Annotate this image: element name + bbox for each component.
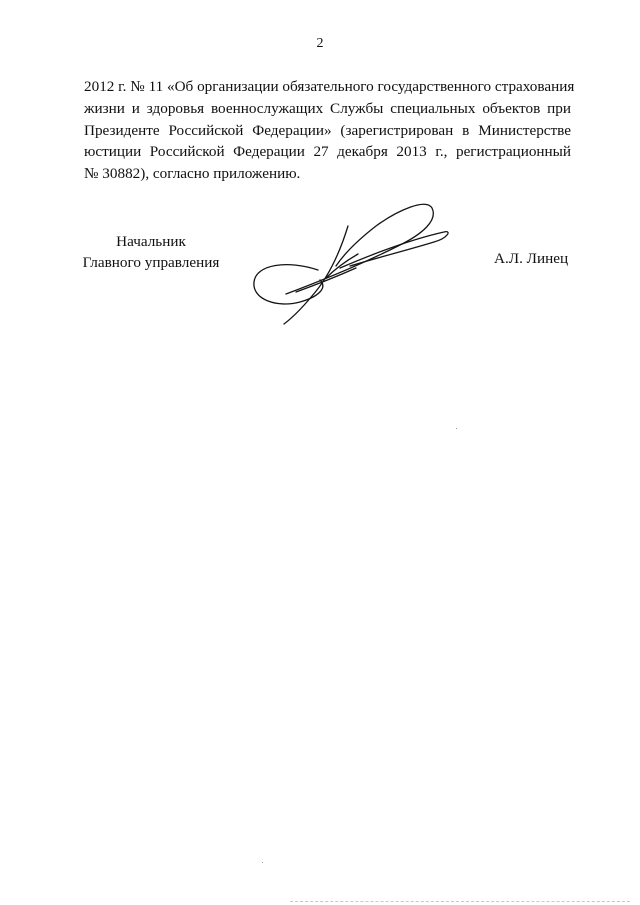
scan-bottom-edge [290,901,630,903]
scan-speck [262,862,263,863]
body-line-5: № 30882), согласно приложению. [84,165,301,183]
body-line-2: жизни и здоровья военнослужащих Службы специальных объектов при [84,99,571,117]
body-line-4: юстиции Российской Федерации 27 декабря 2013 г., регистрационный [84,143,571,161]
page-number: 2 [316,36,324,51]
signature-stroke-flourish [340,232,448,268]
signer-title [76,231,226,273]
handwritten-signature-icon [248,196,454,328]
body-paragraph [84,76,575,185]
signature-stroke-cross [296,268,356,292]
scan-speck [456,428,457,429]
body-line-3: Президенте Российской Федерации» (зарегистрирован в Министерстве [84,121,571,139]
body-line-1: 2012 г. № 11 «Об организации обязательного государственного страхования [84,78,575,95]
signer-title-line-1: Начальник [116,233,186,250]
signer-name: А.Л. Линец [494,250,569,267]
signer-title-line-2: Главного управления [82,254,220,271]
